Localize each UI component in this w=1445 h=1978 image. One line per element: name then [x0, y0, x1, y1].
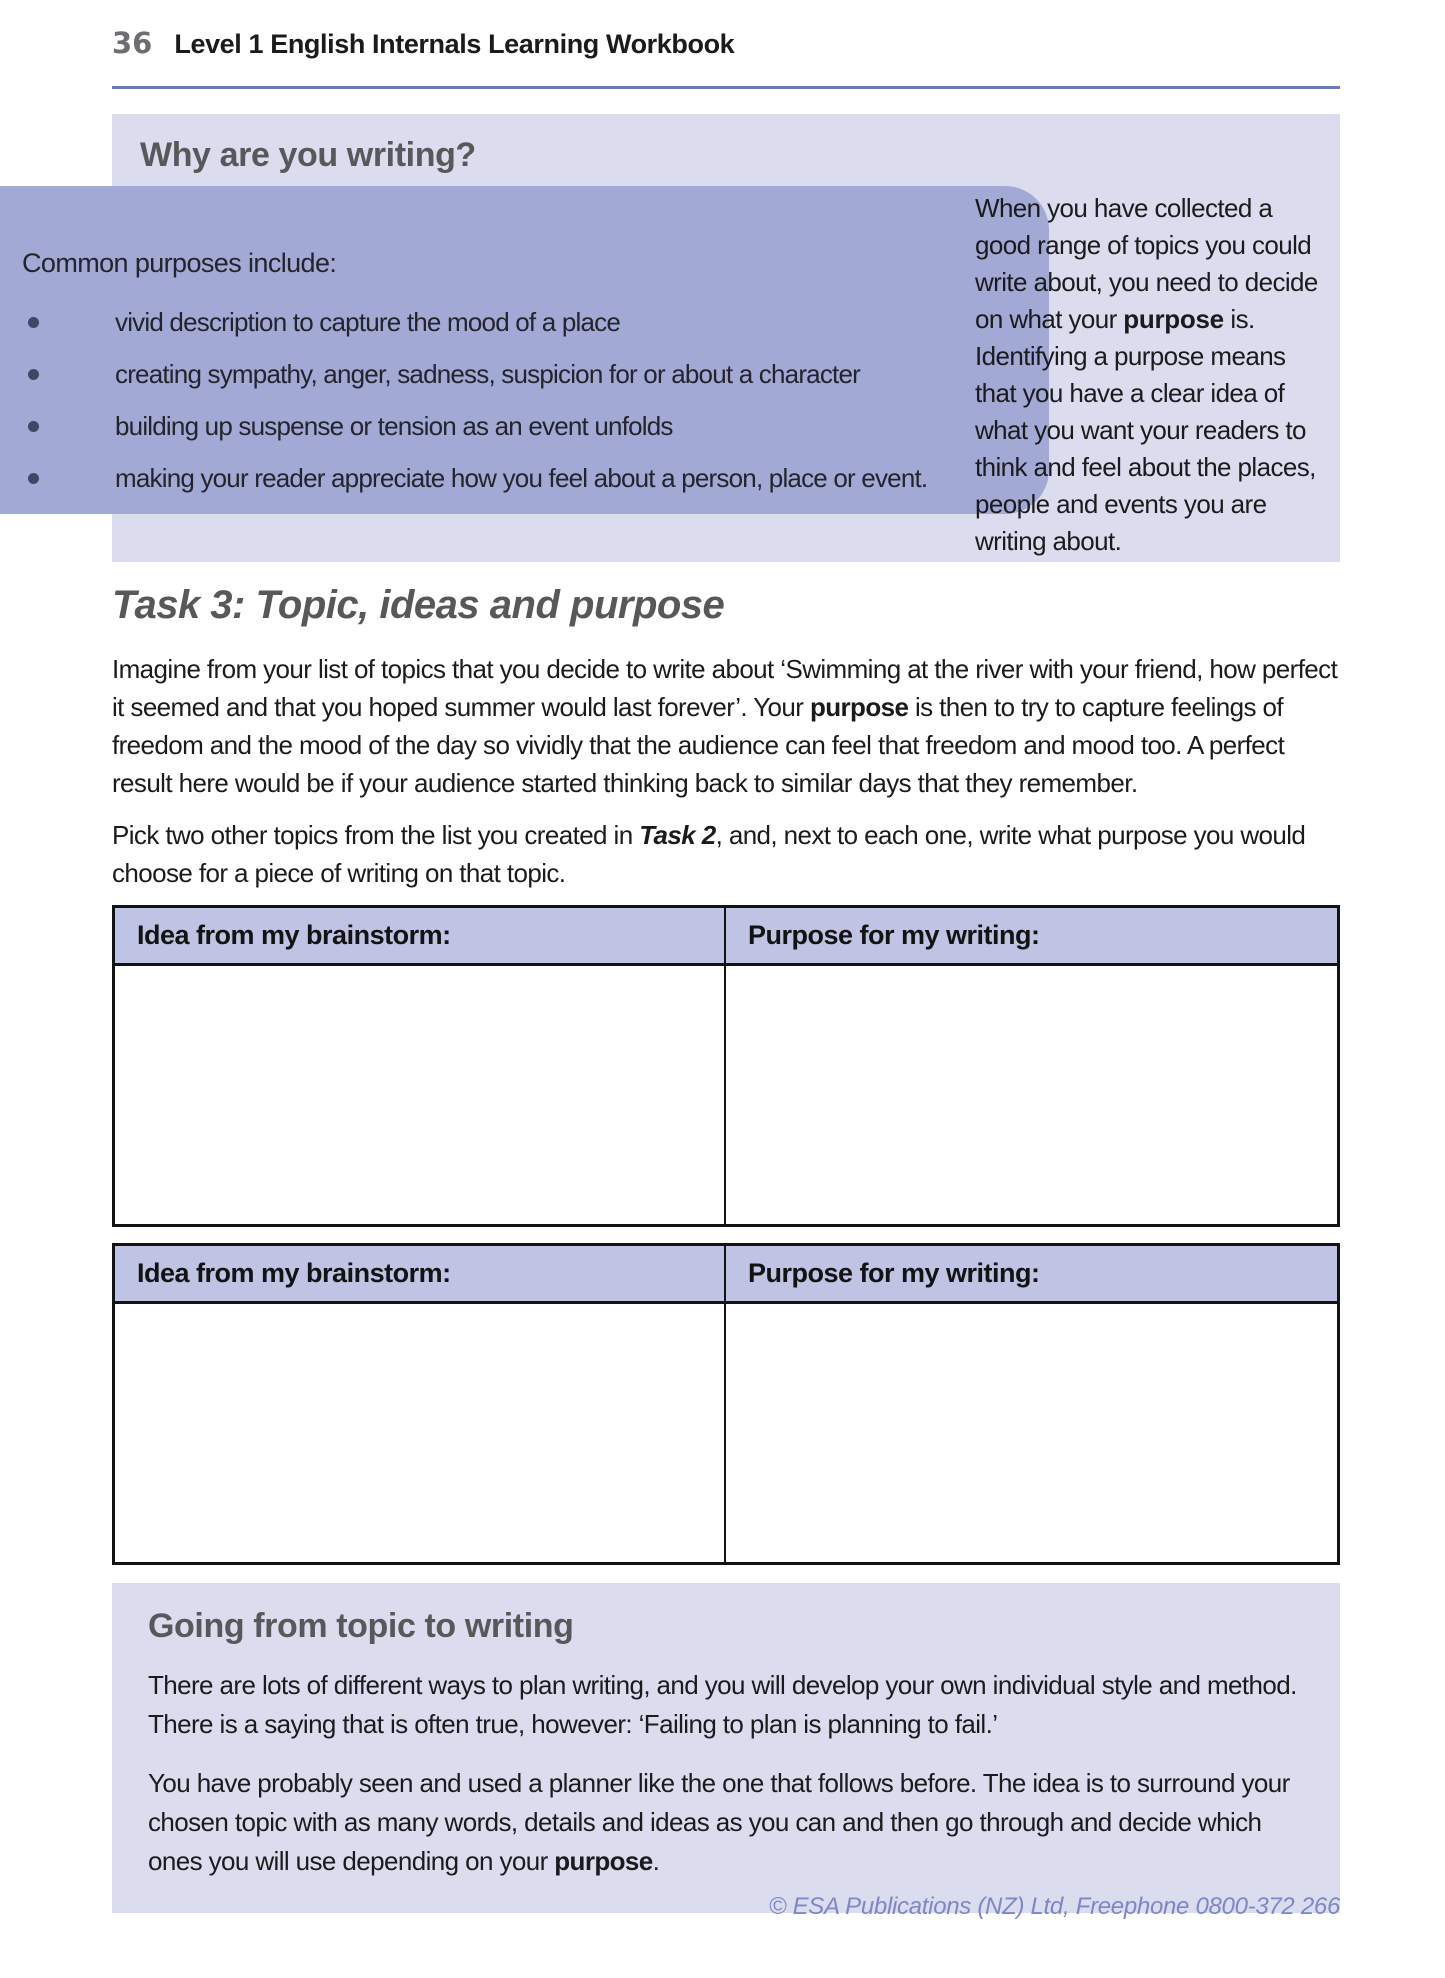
purpose-bullet-list — [0, 305, 1049, 495]
page-header — [112, 26, 1340, 60]
common-purposes-box — [0, 186, 1049, 514]
why-writing-panel — [22, 114, 1340, 562]
side-note-text-end: is. Identifying a purpose means that you have a clear idea of what you want your readers to think and feel about the places, people and events you are writing about. — [975, 304, 1316, 556]
going-p2-text-end: . — [652, 1846, 660, 1876]
brainstorm-table-1 — [112, 905, 1340, 1227]
task3-p2-bold-task2: Task 2 — [639, 820, 716, 850]
common-purposes-label: Common purposes include: — [22, 248, 337, 278]
purpose-side-note — [975, 190, 1327, 560]
book-title: Level 1 English Internals Learning Workbook — [174, 29, 735, 59]
side-note-text: When you have collected a good range of topics you could write about, you need to decide on what your — [975, 193, 1318, 334]
going-paragraph-2 — [148, 1764, 1298, 1881]
purpose-bullet-4: making your reader appreciate how you feel about a person, place or event. — [0, 461, 1049, 495]
task3-p2-text-end: , and, next to each one, write what purpose you would choose for a piece of writing on that topic. — [112, 820, 1306, 888]
table1-body-row — [115, 966, 1337, 1224]
task3-p1-text: Imagine from your list of topics that you decide to write about ‘Swimming at the river with your friend, how perfect it seemed and that you hoped summer would last forever’. Your — [112, 654, 1338, 722]
going-to-writing-panel — [112, 1583, 1340, 1913]
side-note-bold-purpose: purpose — [1123, 304, 1224, 334]
table2-header-row — [115, 1246, 1337, 1304]
task3-paragraph-1 — [112, 650, 1342, 802]
header-rule — [112, 86, 1340, 89]
purpose-bullet-1: vivid description to capture the mood of a place — [0, 305, 1049, 339]
page-number: 36 — [112, 26, 153, 60]
table1-purpose-header: Purpose for my writing: — [726, 908, 1337, 966]
task3-p1-bold-purpose: purpose — [809, 692, 909, 722]
table1-header-row — [115, 908, 1337, 966]
task3-heading: Task 3: Topic, ideas and purpose — [112, 583, 725, 627]
table2-idea-header: Idea from my brainstorm: — [115, 1246, 726, 1304]
task3-p2-text: Pick two other topics from the list you created in — [112, 820, 640, 850]
table2-idea-input-cell[interactable] — [115, 1304, 726, 1562]
table2-purpose-header: Purpose for my writing: — [726, 1246, 1337, 1304]
going-p2-bold-purpose: purpose — [554, 1846, 653, 1876]
table1-purpose-input-cell[interactable] — [726, 966, 1337, 1224]
table1-idea-input-cell[interactable] — [115, 966, 726, 1224]
table2-purpose-input-cell[interactable] — [726, 1304, 1337, 1562]
purpose-bullet-2: creating sympathy, anger, sadness, suspicion for or about a character — [0, 357, 1049, 391]
going-p2-text: You have probably seen and used a planner like the one that follows before. The idea is to surround your chosen topic with as many words, details and ideas as you can and then go through and decide which ones you will use depending on your — [148, 1768, 1290, 1876]
going-heading: Going from topic to writing — [148, 1607, 574, 1645]
going-paragraph-1: There are lots of different ways to plan writing, and you will develop your own individual style and method. There is a saying that is often true, however: ‘Failing to plan is planning to fail.’ — [148, 1670, 1297, 1739]
task3-paragraph-2 — [112, 816, 1342, 892]
publisher-credit: © ESA Publications (NZ) Ltd, Freephone 0800-372 266 — [768, 1893, 1340, 1920]
task3-p1-text-end: is then to try to capture feelings of freedom and the mood of the day so vividly that the audience can feel that freedom and mood too. A perfect result here would be if your audience started thinking back to similar days that they remember. — [112, 692, 1285, 798]
why-writing-heading: Why are you writing? — [140, 136, 476, 174]
brainstorm-table-2 — [112, 1243, 1340, 1565]
purpose-bullet-3: building up suspense or tension as an event unfolds — [0, 409, 1049, 443]
table2-body-row — [115, 1304, 1337, 1562]
table1-idea-header: Idea from my brainstorm: — [115, 908, 726, 966]
